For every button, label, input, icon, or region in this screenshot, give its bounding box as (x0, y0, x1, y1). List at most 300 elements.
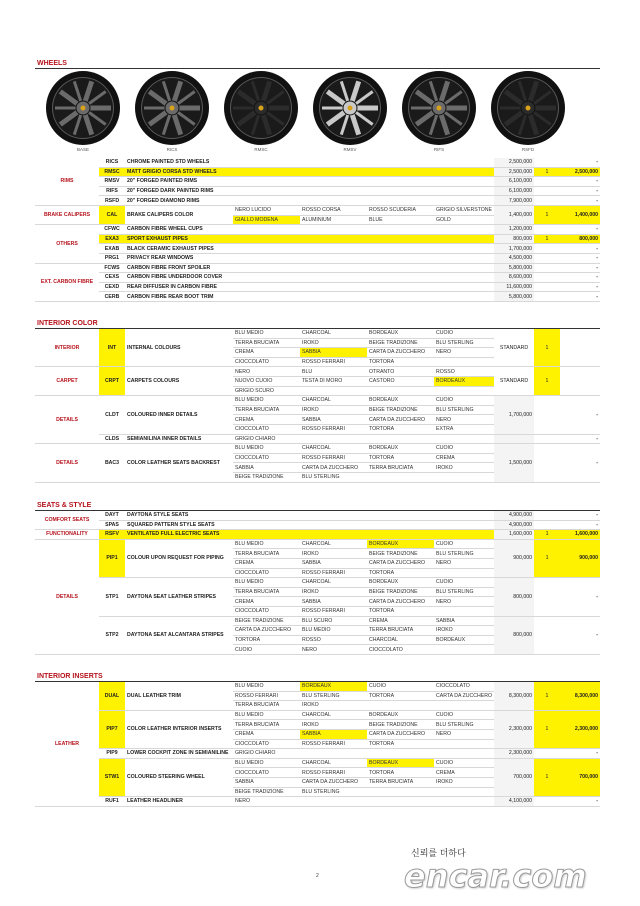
color-option: CHARCOAL (300, 329, 367, 338)
table-row (35, 396, 600, 406)
option-qty (534, 434, 560, 444)
option-description: DAYTONA SEAT LEATHER STRIPES (125, 578, 233, 616)
option-description: CARBON FIBRE FRONT SPOILER (125, 263, 494, 273)
color-option: IROKO (434, 626, 494, 636)
color-option: BORDEAUX (434, 376, 494, 386)
interior-color-table (35, 329, 600, 483)
color-option: BORDEAUX (367, 578, 434, 588)
wheel-image-rmsc (222, 70, 300, 152)
option-description: LOWER COCKPIT ZONE IN SEMIANILINE (125, 749, 233, 759)
color-option: ROSSO CORSA (300, 205, 367, 215)
option-qty: 1 (534, 710, 560, 748)
option-total: - (560, 616, 600, 654)
option-code: CEXS (99, 273, 125, 283)
color-option: CHARCOAL (300, 539, 367, 549)
option-qty (534, 244, 560, 254)
color-option: CHARCOAL (300, 758, 367, 768)
option-code: SPAS (99, 520, 125, 530)
table-row (35, 444, 600, 454)
color-option (434, 606, 494, 616)
color-option: TERRA BRUCIATA (367, 463, 434, 473)
color-option: ROSSO FERRARI (300, 739, 367, 749)
table-row (35, 758, 600, 768)
option-total: 2,500,000 (560, 167, 600, 177)
color-option: TERRA BRUCIATA (233, 405, 300, 415)
color-option: CREMA (434, 453, 494, 463)
wheel-icon (134, 70, 210, 146)
category-label: LEATHER (35, 682, 99, 806)
color-option: ROSSO FERRARI (300, 453, 367, 463)
wheel-image-rics (133, 70, 211, 152)
option-description: MATT GRIGIO CORSA STD WHEELS (125, 167, 494, 177)
option-qty: 1 (534, 539, 560, 577)
option-description: COLOUR UPON REQUEST FOR PIPING (125, 539, 233, 577)
option-description: CARBON FIBRE UNDERDOOR COVER (125, 273, 494, 283)
option-qty: 1 (534, 530, 560, 540)
option-total: - (560, 177, 600, 187)
option-total: - (560, 797, 600, 807)
option-code: CEXD (99, 282, 125, 292)
table-row (35, 263, 600, 273)
option-price: 1,700,000 (494, 396, 534, 434)
option-code: RUF1 (99, 797, 125, 807)
option-code: STW1 (99, 758, 125, 796)
category-label: CARPET (35, 367, 99, 396)
option-qty (534, 225, 560, 235)
color-option: TERRA BRUCIATA (233, 338, 300, 348)
option-code: CFWC (99, 225, 125, 235)
color-option: CREMA (233, 729, 300, 739)
category-label: BRAKE CALIPERS (35, 205, 99, 224)
option-code: CAL (99, 205, 125, 224)
color-option: ROSSO FERRARI (233, 691, 300, 701)
option-description: COLOURED STEERING WHEEL (125, 758, 233, 796)
color-option: SABBIA (300, 415, 367, 425)
color-option: GRIGIO CHIARO (233, 749, 300, 759)
color-option: NERO (434, 597, 494, 607)
color-option (367, 787, 434, 797)
table-row (35, 273, 600, 283)
option-description: REAR DIFFUSER IN CARBON FIBRE (125, 282, 494, 292)
color-option: IROKO (434, 777, 494, 787)
option-qty: 1 (534, 234, 560, 244)
color-option: BLU STERLING (300, 787, 367, 797)
color-option: ROSSO FERRARI (300, 768, 367, 778)
option-total: - (560, 253, 600, 263)
color-option: CARTA DA ZUCCHERO (367, 415, 434, 425)
option-description: BLACK CERAMIC EXHAUST PIPES (125, 244, 494, 254)
option-description: 20" FORGED DARK PAINTED RIMS (125, 186, 494, 196)
option-price: 800,000 (494, 616, 534, 654)
wheel-image-rifs (400, 70, 478, 152)
table-row (35, 244, 600, 254)
option-total: - (560, 434, 600, 444)
option-total: - (560, 158, 600, 167)
color-option (434, 472, 494, 482)
color-option: NERO (434, 348, 494, 358)
option-code: PIP7 (99, 710, 125, 748)
color-option: IROKO (434, 463, 494, 473)
wheel-icon (401, 70, 477, 146)
color-option: BLU STERLING (300, 691, 367, 701)
table-row (35, 520, 600, 530)
option-code: CERB (99, 292, 125, 302)
color-option: GIALLO MODENA (233, 215, 300, 225)
wheels-options-table (35, 158, 600, 302)
color-option: OTRANTO (367, 367, 434, 377)
color-option: IROKO (300, 720, 367, 730)
option-total: 700,000 (560, 758, 600, 796)
option-total: 1,400,000 (560, 205, 600, 224)
option-code: CLDS (99, 434, 125, 444)
option-description: COLOR LEATHER SEATS BACKREST (125, 444, 233, 482)
table-row (35, 167, 600, 177)
color-option: BLU STERLING (434, 405, 494, 415)
color-option: EXTRA (434, 424, 494, 434)
color-option: CHARCOAL (300, 396, 367, 406)
option-price: 5,800,000 (494, 292, 534, 302)
table-row (35, 253, 600, 263)
category-label: FUNCTIONALITY (35, 530, 99, 540)
color-option: CREMA (233, 558, 300, 568)
option-code: DUAL (99, 682, 125, 710)
table-row (35, 797, 600, 807)
footer-tagline: 신뢰를 더하다 (411, 848, 466, 858)
color-option: BLU STERLING (434, 720, 494, 730)
color-option: CIOCCOLATO (233, 606, 300, 616)
category-label: INTERIOR (35, 329, 99, 367)
color-option: BLU MEDIO (233, 329, 300, 338)
section-title-interior-inserts: INTERIOR INSERTS (37, 673, 103, 680)
color-option: NERO (300, 645, 367, 655)
color-option: BORDEAUX (367, 539, 434, 549)
color-option: CIOCCOLATO (233, 357, 300, 367)
option-price: 2,300,000 (494, 749, 534, 759)
option-price: 4,100,000 (494, 797, 534, 807)
option-qty (534, 186, 560, 196)
color-option: BLU MEDIO (233, 444, 300, 454)
option-code: PRG1 (99, 253, 125, 263)
color-option: ROSSO FERRARI (300, 357, 367, 367)
table-row (35, 196, 600, 206)
table-row (35, 205, 600, 215)
option-qty: 1 (534, 167, 560, 177)
color-option: IROKO (300, 338, 367, 348)
color-option (434, 739, 494, 749)
color-option: CARTA DA ZUCCHERO (367, 348, 434, 358)
color-option: BLU MEDIO (233, 396, 300, 406)
color-option: TERRA BRUCIATA (367, 777, 434, 787)
wheel-caption: RICS (166, 147, 178, 152)
table-row (35, 578, 600, 588)
option-price: 8,600,000 (494, 273, 534, 283)
option-qty (534, 797, 560, 807)
option-price: 800,000 (494, 578, 534, 616)
color-option: BORDEAUX (367, 444, 434, 454)
option-code: RICS (99, 158, 125, 167)
option-description: CARPETS COLOURS (125, 367, 233, 396)
option-description: DAYTONA STYLE SEATS (125, 511, 494, 520)
color-option (300, 386, 367, 396)
option-qty: 1 (534, 758, 560, 796)
color-option: BEIGE TRADIZIONE (233, 616, 300, 626)
table-row (35, 539, 600, 549)
color-option: TERRA BRUCIATA (233, 701, 300, 711)
table-row (35, 530, 600, 540)
option-total: - (560, 292, 600, 302)
category-label: COMFORT SEATS (35, 511, 99, 530)
color-option: TORTORA (367, 357, 434, 367)
table-row (35, 234, 600, 244)
table-row (35, 282, 600, 292)
wheel-icon (490, 70, 566, 146)
option-qty (534, 520, 560, 530)
option-price: 6,100,000 (494, 186, 534, 196)
color-option: IROKO (300, 549, 367, 559)
option-price (494, 434, 534, 444)
color-option: TESTA DI MORO (300, 376, 367, 386)
option-code: BAC3 (99, 444, 125, 482)
color-option: CUOIO (233, 645, 300, 655)
option-description: DAYTONA SEAT ALCANTARA STRIPES (125, 616, 233, 654)
wheel-caption: RSFD (521, 147, 535, 152)
color-option: CUOIO (434, 444, 494, 454)
option-qty (534, 396, 560, 434)
option-qty (534, 282, 560, 292)
table-row (35, 329, 600, 338)
option-description: SPORT EXHAUST PIPES (125, 234, 494, 244)
color-option: BORDEAUX (367, 710, 434, 720)
option-total: 2,300,000 (560, 710, 600, 748)
color-option: TERRA BRUCIATA (367, 626, 434, 636)
option-price: 6,100,000 (494, 177, 534, 187)
color-option (300, 749, 494, 759)
option-qty (534, 263, 560, 273)
table-row (35, 749, 600, 759)
color-option: NERO LUCIDO (233, 205, 300, 215)
option-total: - (560, 273, 600, 283)
wheel-icon (223, 70, 299, 146)
table-row (35, 616, 600, 626)
color-option: CARTA DA ZUCCHERO (367, 558, 434, 568)
color-option: ROSSO (300, 635, 367, 645)
color-option: BLU STERLING (434, 587, 494, 597)
color-option (434, 357, 494, 367)
color-option: BORDEAUX (367, 396, 434, 406)
option-description: COLOURED INNER DETAILS (125, 396, 233, 434)
color-option (434, 568, 494, 578)
option-code: FCWS (99, 263, 125, 273)
option-qty (534, 158, 560, 167)
table-row (35, 177, 600, 187)
option-price: 700,000 (494, 758, 534, 796)
table-row (35, 158, 600, 167)
color-option: TERRA BRUCIATA (233, 720, 300, 730)
option-total: 8,300,000 (560, 682, 600, 710)
color-option: CREMA (233, 415, 300, 425)
color-option: TERRA BRUCIATA (233, 587, 300, 597)
color-option: CUOIO (434, 396, 494, 406)
option-description: CARBON FIBRE REAR BOOT TRIM (125, 292, 494, 302)
option-total: 800,000 (560, 234, 600, 244)
option-price: 1,700,000 (494, 244, 534, 254)
color-option: ROSSO (434, 367, 494, 377)
option-price: 2,300,000 (494, 710, 534, 748)
color-option: CUOIO (434, 329, 494, 338)
color-option: BLUE (367, 215, 434, 225)
color-option: CREMA (233, 597, 300, 607)
option-total: - (560, 511, 600, 520)
option-description: 20" FORGED DIAMOND RIMS (125, 196, 494, 206)
page-number: 2 (316, 873, 319, 879)
option-qty (534, 253, 560, 263)
option-code: INT (99, 329, 125, 367)
table-row (35, 434, 600, 444)
option-description: DUAL LEATHER TRIM (125, 682, 233, 710)
color-option: BLU STERLING (434, 338, 494, 348)
section-title-wheels: WHEELS (37, 60, 67, 67)
color-option: TORTORA (367, 453, 434, 463)
seats-style-table (35, 511, 600, 655)
option-description: COLOR LEATHER INTERIOR INSERTS (125, 710, 233, 748)
option-code: RSFD (99, 196, 125, 206)
wheel-caption: RIFS (433, 147, 445, 152)
color-option: CASTORO (367, 376, 434, 386)
option-code: PIP1 (99, 539, 125, 577)
encar-logo: encar.com (404, 857, 587, 895)
color-option: ROSSO FERRARI (300, 568, 367, 578)
option-code: RSFV (99, 530, 125, 540)
color-option: TORTORA (367, 691, 434, 701)
option-qty: 1 (534, 367, 560, 396)
color-option: BLU STERLING (434, 549, 494, 559)
option-standard: STANDARD (494, 367, 534, 396)
color-option: NERO (434, 729, 494, 739)
option-price: 11,600,000 (494, 282, 534, 292)
color-option (367, 386, 434, 396)
option-total: - (560, 396, 600, 434)
color-option: BLU MEDIO (233, 682, 300, 691)
color-option (367, 701, 434, 711)
color-option: SABBIA (300, 729, 367, 739)
option-code: CRPT (99, 367, 125, 396)
color-option: BEIGE TRADIZIONE (367, 587, 434, 597)
option-qty (534, 196, 560, 206)
color-option: BLU MEDIO (233, 758, 300, 768)
color-option: CUOIO (434, 758, 494, 768)
option-total: - (560, 186, 600, 196)
color-option: BEIGE TRADIZIONE (367, 720, 434, 730)
option-qty (534, 273, 560, 283)
color-option: CIOCCOLATO (233, 739, 300, 749)
color-option: CHARCOAL (367, 635, 434, 645)
option-price: 1,600,000 (494, 530, 534, 540)
color-option: GOLD (434, 215, 494, 225)
color-option: TORTORA (367, 768, 434, 778)
option-qty: 1 (534, 682, 560, 710)
color-option: CUOIO (434, 539, 494, 549)
color-option: TORTORA (367, 568, 434, 578)
option-qty: 1 (534, 205, 560, 224)
option-code: RIFS (99, 186, 125, 196)
option-price: 800,000 (494, 234, 534, 244)
color-option: CUOIO (367, 682, 434, 691)
color-option: SABBIA (434, 616, 494, 626)
color-option: CARTA DA ZUCCHERO (367, 597, 434, 607)
option-total: - (560, 520, 600, 530)
color-option: IROKO (300, 587, 367, 597)
section-rule (35, 68, 600, 69)
option-price: 4,900,000 (494, 511, 534, 520)
option-code: EXA3 (99, 234, 125, 244)
color-option: BLU STERLING (300, 472, 367, 482)
option-description: BRAKE CALIPERS COLOR (125, 205, 233, 224)
color-option (300, 797, 494, 807)
option-description: SEMIANILINA INNER DETAILS (125, 434, 233, 444)
table-row (35, 186, 600, 196)
option-code: RMSV (99, 177, 125, 187)
option-code: STP1 (99, 578, 125, 616)
option-total: - (560, 444, 600, 482)
option-price: 1,500,000 (494, 444, 534, 482)
color-option: NERO (434, 558, 494, 568)
category-label: DETAILS (35, 396, 99, 444)
color-option: BEIGE TRADIZIONE (367, 549, 434, 559)
color-option: CIOCCOLATO (367, 645, 434, 655)
color-option: BORDEAUX (300, 682, 367, 691)
color-option: BORDEAUX (367, 329, 434, 338)
color-option: TERRA BRUCIATA (233, 549, 300, 559)
option-code: STP2 (99, 616, 125, 654)
section-title-interior-color: INTERIOR COLOR (37, 320, 98, 327)
option-description: INTERNAL COLOURS (125, 329, 233, 367)
section-title-seats-style: SEATS & STYLE (37, 502, 92, 509)
option-total: - (560, 282, 600, 292)
color-option: TORTORA (367, 424, 434, 434)
color-option: SABBIA (233, 463, 300, 473)
color-option: CIOCCOLATO (233, 424, 300, 434)
wheel-icon (312, 70, 388, 146)
table-row (35, 225, 600, 235)
option-total: 900,000 (560, 539, 600, 577)
color-option: ROSSO FERRARI (300, 424, 367, 434)
option-total: - (560, 244, 600, 254)
color-option: CARTA DA ZUCCHERO (233, 626, 300, 636)
color-option: CREMA (233, 348, 300, 358)
wheel-image-rsfd (489, 70, 567, 152)
color-option: TORTORA (367, 739, 434, 749)
color-option: BLU MEDIO (233, 539, 300, 549)
color-option: CARTA DA ZUCCHERO (300, 463, 367, 473)
color-option: NUOVO CUOIO (233, 376, 300, 386)
color-option: SABBIA (300, 558, 367, 568)
option-description: 20" FORGED PAINTED RIMS (125, 177, 494, 187)
color-option: BLU MEDIO (233, 710, 300, 720)
option-price: 4,500,000 (494, 253, 534, 263)
option-price: 8,300,000 (494, 682, 534, 710)
color-option: BLU MEDIO (300, 626, 367, 636)
option-total: - (560, 578, 600, 616)
option-description: CARBON FIBRE WHEEL CUPS (125, 225, 494, 235)
option-qty (534, 177, 560, 187)
color-option: GRIGIO SILVERSTONE (436, 207, 493, 214)
option-code: DAYT (99, 511, 125, 520)
color-option: BEIGE TRADIZIONE (367, 338, 434, 348)
color-option: NERO (233, 367, 300, 377)
color-option: GRIGIO CHIARO (233, 434, 300, 444)
category-label: OTHERS (35, 225, 99, 263)
color-option: CIOCCOLATO (233, 768, 300, 778)
